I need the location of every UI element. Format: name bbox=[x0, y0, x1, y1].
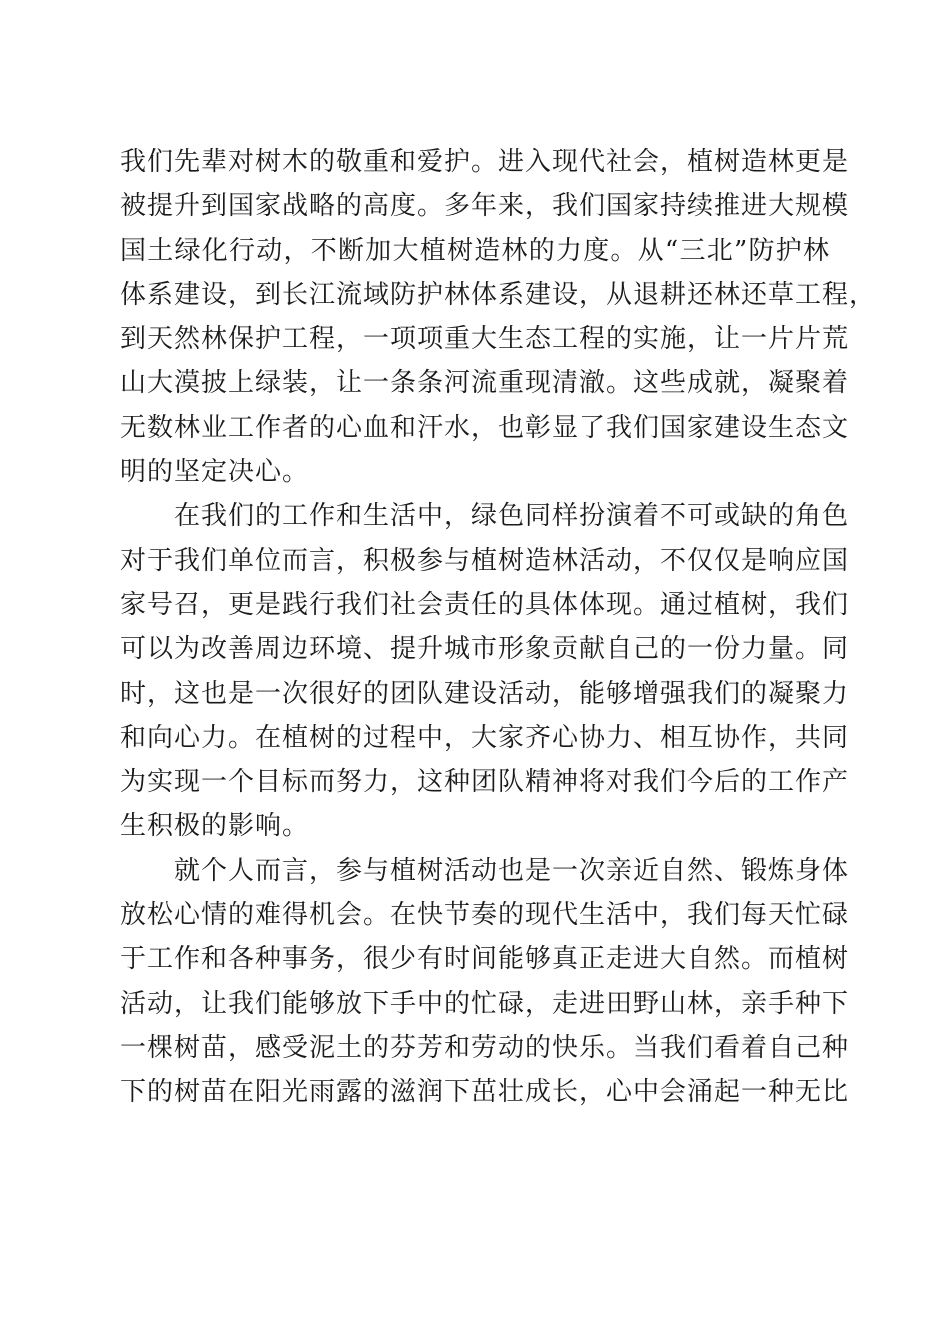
paragraph-2-line-7: 为实现一个目标而努力，这种团队精神将对我们今后的工作产 bbox=[120, 767, 850, 798]
paragraph-3-line-6: 下的树苗在阳光雨露的滋润下茁壮成长，心中会涌起一种无比 bbox=[120, 1077, 850, 1108]
paragraph-3-line-4: 活动，让我们能够放下手中的忙碌，走进田野山林，亲手种下 bbox=[120, 988, 850, 1019]
paragraph-1-line-4: 体系建设，到长江流域防护林体系建设，从退耕还林还草工程， bbox=[120, 279, 877, 310]
paragraph-3-line-1: 就个人而言，参与植树活动也是一次亲近自然、锻炼身体 bbox=[174, 855, 850, 886]
paragraph-1-line-8: 明的坚定决心。 bbox=[120, 457, 310, 488]
paragraph-2-line-1: 在我们的工作和生活中，绿色同样扮演着不可或缺的角色 bbox=[174, 501, 850, 532]
paragraph-2-line-6: 和向心力。在植树的过程中，大家齐心协力、相互协作，共同 bbox=[120, 722, 850, 753]
paragraph-3-line-5: 一棵树苗，感受泥土的芬芳和劳动的快乐。当我们看着自己种 bbox=[120, 1032, 850, 1063]
paragraph-1-line-2: 被提升到国家战略的高度。多年来，我们国家持续推进大规模 bbox=[120, 191, 850, 222]
paragraph-2-line-5: 时，这也是一次很好的团队建设活动，能够增强我们的凝聚力 bbox=[120, 678, 850, 709]
paragraph-1-line-6: 山大漠披上绿装，让一条条河流重现清澈。这些成就，凝聚着 bbox=[120, 368, 850, 399]
paragraph-1-line-7: 无数林业工作者的心血和汗水，也彰显了我们国家建设生态文 bbox=[120, 412, 850, 443]
paragraph-1-line-5: 到天然林保护工程，一项项重大生态工程的实施，让一片片荒 bbox=[120, 324, 850, 355]
paragraph-2-line-2: 对于我们单位而言，积极参与植树造林活动，不仅仅是响应国 bbox=[120, 545, 850, 576]
paragraph-2-line-3: 家号召，更是践行我们社会责任的具体体现。通过植树，我们 bbox=[120, 589, 850, 620]
paragraph-1-line-1: 我们先辈对树木的敬重和爱护。进入现代社会，植树造林更是 bbox=[120, 147, 850, 177]
paragraph-2-line-8: 生积极的影响。 bbox=[120, 811, 310, 842]
body-text bbox=[120, 140, 877, 1115]
paragraph-1-line-3: 国土绿化行动，不断加大植树造林的力度。从“三北”防护林 bbox=[120, 235, 830, 266]
paragraph-3-line-2: 放松心情的难得机会。在快节奏的现代生活中，我们每天忙碌 bbox=[120, 900, 850, 931]
paragraph-2-line-4: 可以为改善周边环境、提升城市形象贡献自己的一份力量。同 bbox=[120, 634, 850, 665]
paragraph-3-line-3: 于工作和各种事务，很少有时间能够真正走进大自然。而植树 bbox=[120, 944, 850, 975]
